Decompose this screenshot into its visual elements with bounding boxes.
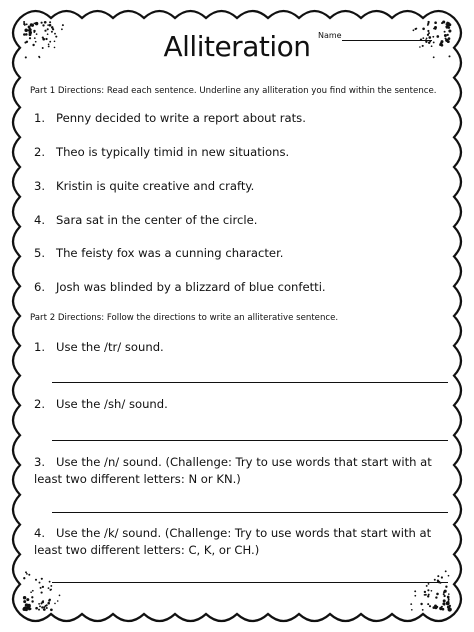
item-number: 3.	[34, 179, 46, 193]
item-number: 2.	[34, 397, 46, 411]
item-number: 5.	[34, 246, 46, 260]
item-sentence: Sara sat in the center of the circle.	[56, 213, 258, 227]
part1-item	[34, 246, 283, 260]
part1-item	[34, 111, 306, 125]
part1-item	[34, 179, 254, 193]
answer-line[interactable]	[52, 582, 448, 583]
item-sentence: Kristin is quite creative and crafty.	[56, 179, 255, 193]
item-prompt: Use the /k/ sound. (Challenge: Try to use words that start with at least two different letters: C, K, or CH.)	[34, 526, 432, 557]
item-sentence: The feisty fox was a cunning character.	[56, 246, 284, 260]
item-number: 6.	[34, 280, 46, 294]
item-sentence: Josh was blinded by a blizzard of blue confetti.	[56, 280, 326, 294]
part2-item	[34, 397, 168, 411]
part2-item	[34, 454, 454, 488]
item-prompt: Use the /tr/ sound.	[56, 340, 164, 354]
answer-line[interactable]	[52, 440, 448, 441]
part1-item	[34, 145, 289, 159]
item-number: 4.	[34, 526, 46, 540]
item-number: 3.	[34, 455, 46, 469]
item-number: 4.	[34, 213, 46, 227]
item-sentence: Penny decided to write a report about rats.	[56, 111, 306, 125]
part2-directions: Part 2 Directions: Follow the directions to write an alliterative sentence.	[30, 313, 339, 323]
item-number: 1.	[34, 340, 46, 354]
part2-item	[34, 340, 164, 354]
item-prompt: Use the /n/ sound. (Challenge: Try to use words that start with at least two different letters: N or KN.)	[34, 455, 432, 486]
worksheet-title: Alliteration	[163, 30, 311, 63]
item-number: 1.	[34, 111, 46, 125]
part2-item	[34, 525, 454, 559]
item-number: 2.	[34, 145, 46, 159]
part1-directions: Part 1 Directions: Read each sentence. Underline any alliteration you find within the sentence.	[30, 86, 437, 96]
item-sentence: Theo is typically timid in new situations.	[56, 145, 290, 159]
name-label: Name	[318, 31, 342, 40]
part1-item	[34, 213, 257, 227]
item-prompt: Use the /sh/ sound.	[56, 397, 168, 411]
answer-line[interactable]	[52, 382, 448, 383]
answer-line[interactable]	[52, 512, 448, 513]
part1-item	[34, 280, 326, 294]
